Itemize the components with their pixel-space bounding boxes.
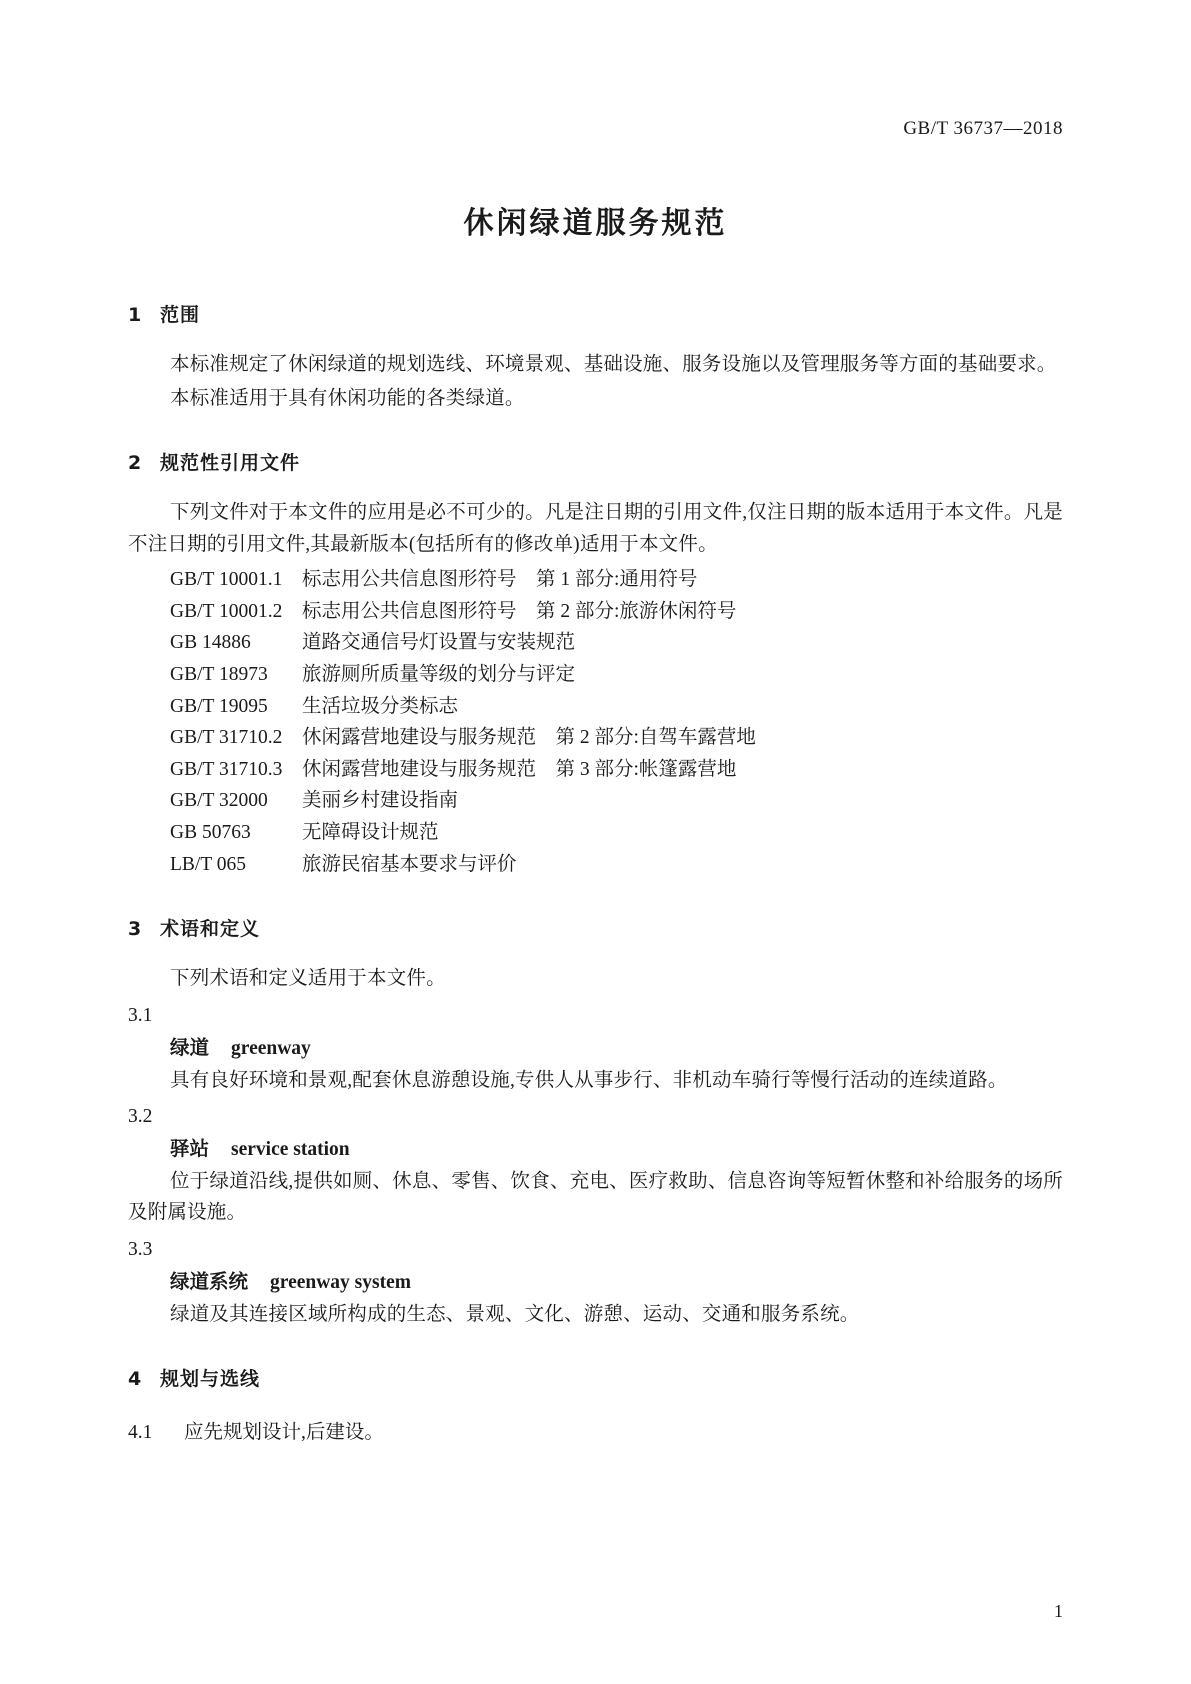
list-item xyxy=(128,627,1063,659)
clause-label-3: 术语和定义 xyxy=(160,918,261,941)
scope-paragraph-2: 本标准适用于具有休闲功能的各类绿道。 xyxy=(170,387,525,409)
clause-heading-1 xyxy=(128,300,1063,327)
reference-title: 旅游厕所质量等级的划分与评定 xyxy=(302,664,576,686)
term-definition: 具有良好环境和景观,配套休息游憩设施,专供人从事步行、非机动车骑行等慢行活动的连续道路。 xyxy=(170,1069,1008,1091)
page-header xyxy=(128,118,1063,140)
reference-code: GB/T 31710.2 xyxy=(170,727,283,749)
reference-title: 休闲露营地建设与服务规范 第 3 部分:帐篷露营地 xyxy=(302,758,737,780)
clause-label-1: 范围 xyxy=(160,304,201,326)
reference-code: GB/T 10001.1 xyxy=(170,569,283,591)
term-name-en: greenway xyxy=(231,1037,311,1059)
terms-intro: 下列术语和定义适用于本文件。 xyxy=(170,968,446,990)
clause-heading-3 xyxy=(128,914,1063,941)
scope-paragraph-1: 本标准规定了休闲绿道的规划选线、环境景观、基础设施、服务设施以及管理服务等方面的基础要求。 xyxy=(170,354,1057,375)
list-item xyxy=(128,659,1063,691)
reference-title: 标志用公共信息图形符号 第 1 部分:通用符号 xyxy=(302,569,698,591)
reference-code: GB/T 32000 xyxy=(170,790,268,812)
term-number: 3.1 xyxy=(128,1004,153,1026)
term-name-en: service station xyxy=(231,1139,350,1161)
reference-code: GB/T 18973 xyxy=(170,664,268,686)
reference-title: 标志用公共信息图形符号 第 2 部分:旅游休闲符号 xyxy=(302,600,737,622)
reference-code: GB/T 10001.2 xyxy=(170,600,283,622)
clause-label-4: 规划与选线 xyxy=(160,1368,261,1391)
reference-title: 无障碍设计规范 xyxy=(302,821,439,843)
sub-clause-4-1 xyxy=(128,1417,1063,1449)
term-number: 3.3 xyxy=(128,1239,153,1261)
clause-heading-2 xyxy=(128,448,1063,475)
term-name-cn: 驿站 xyxy=(170,1137,210,1161)
page-title: 休闲绿道服务规范 xyxy=(463,206,728,241)
list-item xyxy=(128,596,1063,628)
list-item xyxy=(128,849,1063,881)
term-name xyxy=(128,1133,1063,1166)
term-name-en: greenway system xyxy=(270,1272,412,1294)
reference-title: 休闲露营地建设与服务规范 第 2 部分:自驾车露营地 xyxy=(302,727,756,749)
sub-clause-number: 4.1 xyxy=(128,1422,153,1444)
term-name xyxy=(128,1032,1063,1065)
reference-title: 生活垃圾分类标志 xyxy=(302,695,459,717)
normative-reference-list xyxy=(128,564,1063,880)
reference-title: 道路交通信号灯设置与安装规范 xyxy=(302,632,576,654)
list-item xyxy=(128,564,1063,596)
reference-code: GB/T 31710.3 xyxy=(170,758,283,780)
clause-number-3: 3 xyxy=(128,918,143,941)
term-name-cn: 绿道系统 xyxy=(170,1270,249,1294)
sub-clause-text: 应先规划设计,后建设。 xyxy=(184,1422,384,1444)
term-definition: 绿道及其连接区域所构成的生态、景观、文化、游憩、运动、交通和服务系统。 xyxy=(170,1303,860,1325)
clause-number-1: 1 xyxy=(128,304,143,326)
clause-number-2: 2 xyxy=(128,452,143,475)
term-name xyxy=(128,1266,1063,1299)
reference-code: LB/T 065 xyxy=(170,853,247,875)
reference-code: GB 14886 xyxy=(170,632,251,654)
reference-code: GB 50763 xyxy=(170,821,251,843)
list-item xyxy=(128,817,1063,849)
list-item xyxy=(128,754,1063,786)
clause-label-2: 规范性引用文件 xyxy=(160,452,301,475)
term-definition: 位于绿道沿线,提供如厕、休息、零售、饮食、充电、医疗救助、信息咨询等短暂休整和补给服务的场所及附属设施。 xyxy=(128,1170,1063,1224)
page-number: 1 xyxy=(1054,1601,1063,1621)
list-item xyxy=(128,722,1063,754)
clause-heading-4 xyxy=(128,1364,1063,1391)
reference-title: 旅游民宿基本要求与评价 xyxy=(302,853,517,875)
standard-code: GB/T 36737—2018 xyxy=(903,118,1063,139)
list-item xyxy=(128,785,1063,817)
list-item xyxy=(128,691,1063,723)
term-number: 3.2 xyxy=(128,1106,153,1128)
reference-code: GB/T 19095 xyxy=(170,695,268,717)
normative-intro: 下列文件对于本文件的应用是必不可少的。凡是注日期的引用文件,仅注日期的版本适用于本文件。凡是不注日期的引用文件,其最新版本(包括所有的修改单)适用于本文件。 xyxy=(128,502,1063,555)
reference-title: 美丽乡村建设指南 xyxy=(302,790,459,812)
clause-number-4: 4 xyxy=(128,1368,143,1391)
term-name-cn: 绿道 xyxy=(170,1035,210,1059)
